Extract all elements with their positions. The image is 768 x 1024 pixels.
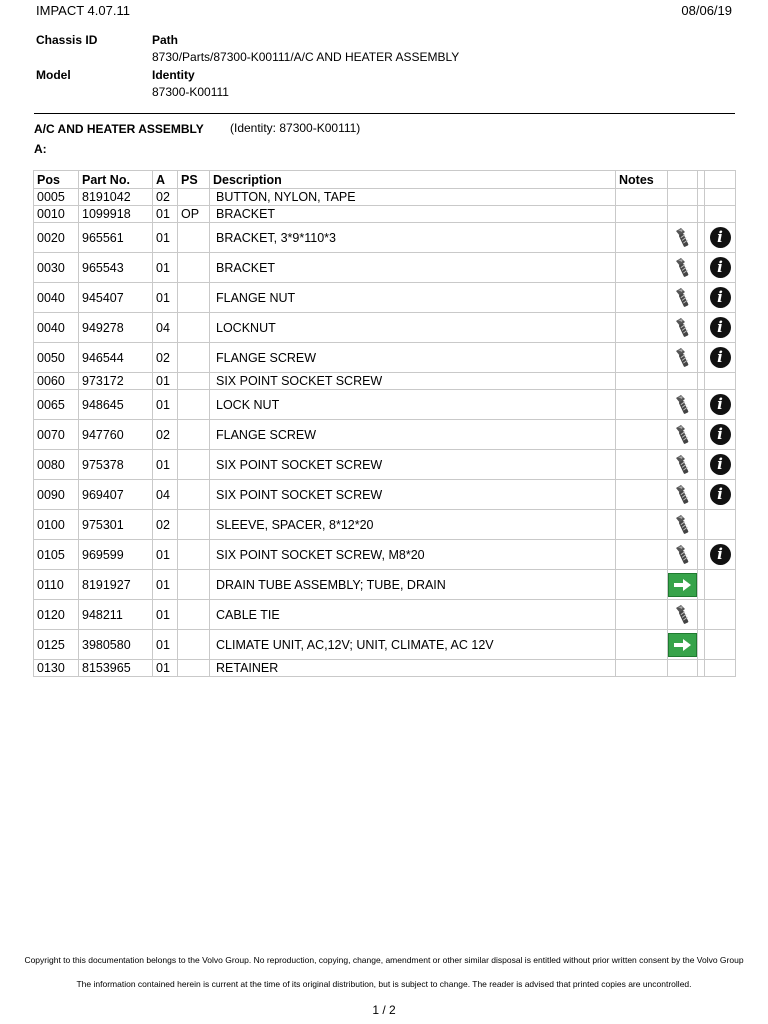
cell-pos: 0100 — [34, 510, 79, 540]
cell-spacer — [698, 450, 705, 480]
cell-icon-info — [705, 420, 736, 450]
cell-notes — [616, 480, 668, 510]
cell-description: LOCKNUT — [210, 313, 616, 343]
info-icon[interactable]: i — [710, 484, 731, 505]
cell-spacer — [698, 283, 705, 313]
screw-icon[interactable] — [671, 427, 695, 441]
cell-icon-primary — [668, 313, 698, 343]
cell-notes — [616, 660, 668, 677]
col-desc-header: Description — [210, 171, 616, 189]
table-row — [34, 373, 736, 390]
cell-icon-primary — [668, 390, 698, 420]
cell-pos: 0105 — [34, 540, 79, 570]
cell-icon-primary — [668, 206, 698, 223]
cell-notes — [616, 540, 668, 570]
table-row — [34, 223, 736, 253]
cell-a: 01 — [153, 283, 178, 313]
cell-a: 02 — [153, 189, 178, 206]
cell-pos: 0020 — [34, 223, 79, 253]
info-icon[interactable]: i — [710, 424, 731, 445]
cell-part-no: 965561 — [79, 223, 153, 253]
arrow-right-icon[interactable] — [668, 573, 697, 597]
cell-spacer — [698, 630, 705, 660]
identity-value: 87300-K00111 — [152, 85, 229, 99]
col-ps-header: PS — [178, 171, 210, 189]
cell-icon-info — [705, 206, 736, 223]
distribution-notice: The information contained herein is current at the time of its original distribution, but is subject to change. The reader is advised that printed copies are uncontrolled. — [76, 979, 692, 989]
cell-a: 02 — [153, 420, 178, 450]
cell-spacer — [698, 480, 705, 510]
screw-icon[interactable] — [671, 230, 695, 244]
cell-part-no: 949278 — [79, 313, 153, 343]
table-row — [34, 660, 736, 677]
cell-description: FLANGE SCREW — [210, 420, 616, 450]
cell-description: BRACKET — [210, 253, 616, 283]
cell-icon-primary — [668, 600, 698, 630]
cell-a: 01 — [153, 206, 178, 223]
cell-icon-info — [705, 390, 736, 420]
screw-icon[interactable] — [671, 457, 695, 471]
cell-icon-primary — [668, 510, 698, 540]
parts-table — [33, 170, 736, 677]
cell-part-no: 947760 — [79, 420, 153, 450]
info-icon[interactable]: i — [710, 394, 731, 415]
cell-icon-info — [705, 223, 736, 253]
cell-a: 01 — [153, 600, 178, 630]
cell-ps — [178, 343, 210, 373]
cell-icon-primary — [668, 343, 698, 373]
cell-ps — [178, 480, 210, 510]
header-divider — [34, 113, 735, 114]
cell-pos: 0065 — [34, 390, 79, 420]
cell-spacer — [698, 373, 705, 390]
screw-icon[interactable] — [671, 487, 695, 501]
table-row — [34, 600, 736, 630]
cell-part-no: 969599 — [79, 540, 153, 570]
cell-pos: 0070 — [34, 420, 79, 450]
cell-part-no: 1099918 — [79, 206, 153, 223]
table-row — [34, 570, 736, 600]
screw-icon[interactable] — [671, 320, 695, 334]
cell-part-no: 8191042 — [79, 189, 153, 206]
cell-spacer — [698, 253, 705, 283]
cell-part-no: 973172 — [79, 373, 153, 390]
cell-pos: 0010 — [34, 206, 79, 223]
cell-pos: 0040 — [34, 313, 79, 343]
cell-icon-info — [705, 343, 736, 373]
cell-ps — [178, 189, 210, 206]
cell-icon-primary — [668, 570, 698, 600]
print-date: 08/06/19 — [681, 3, 732, 18]
screw-icon[interactable] — [671, 260, 695, 274]
copyright-notice: Copyright to this documentation belongs to the Volvo Group. No reproduction, copying, change, amendment or other similar disposal is entitled without prior written consent by the Volvo Group — [24, 955, 744, 965]
cell-notes — [616, 600, 668, 630]
cell-pos: 0080 — [34, 450, 79, 480]
cell-icon-primary — [668, 660, 698, 677]
cell-notes — [616, 630, 668, 660]
cell-description: SIX POINT SOCKET SCREW, M8*20 — [210, 540, 616, 570]
cell-notes — [616, 206, 668, 223]
cell-icon-info — [705, 450, 736, 480]
cell-notes — [616, 283, 668, 313]
info-icon[interactable]: i — [710, 544, 731, 565]
table-row — [34, 510, 736, 540]
screw-icon[interactable] — [671, 517, 695, 531]
cell-description: CABLE TIE — [210, 600, 616, 630]
col-pos-header: Pos — [34, 171, 79, 189]
info-icon[interactable]: i — [710, 257, 731, 278]
cell-spacer — [698, 570, 705, 600]
cell-a: 04 — [153, 480, 178, 510]
cell-ps — [178, 600, 210, 630]
cell-description: FLANGE NUT — [210, 283, 616, 313]
cell-notes — [616, 313, 668, 343]
cell-icon-primary — [668, 630, 698, 660]
cell-notes — [616, 223, 668, 253]
cell-a: 01 — [153, 540, 178, 570]
app-version: IMPACT 4.07.11 — [36, 3, 130, 18]
cell-description: SIX POINT SOCKET SCREW — [210, 480, 616, 510]
cell-description: BRACKET, 3*9*110*3 — [210, 223, 616, 253]
cell-a: 01 — [153, 660, 178, 677]
cell-a: 01 — [153, 450, 178, 480]
cell-ps — [178, 283, 210, 313]
cell-ps — [178, 450, 210, 480]
screw-icon[interactable] — [671, 547, 695, 561]
cell-ps — [178, 570, 210, 600]
cell-icon-info — [705, 283, 736, 313]
table-row — [34, 313, 736, 343]
cell-part-no: 965543 — [79, 253, 153, 283]
cell-icon-info — [705, 600, 736, 630]
cell-spacer — [698, 313, 705, 343]
cell-a: 01 — [153, 630, 178, 660]
cell-spacer — [698, 600, 705, 630]
cell-icon-info — [705, 480, 736, 510]
cell-part-no: 945407 — [79, 283, 153, 313]
cell-notes — [616, 373, 668, 390]
section-a-label: A: — [34, 142, 47, 156]
cell-spacer — [698, 540, 705, 570]
cell-ps — [178, 630, 210, 660]
cell-part-no: 946544 — [79, 343, 153, 373]
cell-notes — [616, 189, 668, 206]
cell-pos: 0050 — [34, 343, 79, 373]
cell-pos: 0005 — [34, 189, 79, 206]
cell-icon-info — [705, 660, 736, 677]
section-title: A/C AND HEATER ASSEMBLY — [34, 122, 204, 136]
table-header-row — [34, 171, 736, 189]
cell-pos: 0125 — [34, 630, 79, 660]
col-a-header: A — [153, 171, 178, 189]
cell-notes — [616, 450, 668, 480]
cell-spacer — [698, 189, 705, 206]
chassis-id-label: Chassis ID — [36, 33, 98, 47]
cell-notes — [616, 570, 668, 600]
cell-icon-primary — [668, 283, 698, 313]
table-row — [34, 253, 736, 283]
cell-part-no: 948645 — [79, 390, 153, 420]
cell-spacer — [698, 510, 705, 540]
table-row — [34, 189, 736, 206]
cell-ps — [178, 660, 210, 677]
cell-pos: 0130 — [34, 660, 79, 677]
col-notes-header: Notes — [616, 171, 668, 189]
cell-pos: 0030 — [34, 253, 79, 283]
table-row — [34, 206, 736, 223]
cell-a: 01 — [153, 373, 178, 390]
cell-description: DRAIN TUBE ASSEMBLY; TUBE, DRAIN — [210, 570, 616, 600]
cell-icon-primary — [668, 373, 698, 390]
cell-description: FLANGE SCREW — [210, 343, 616, 373]
info-icon[interactable]: i — [710, 227, 731, 248]
cell-icon-info — [705, 570, 736, 600]
cell-notes — [616, 390, 668, 420]
cell-pos: 0120 — [34, 600, 79, 630]
page-number: 1 / 2 — [372, 1003, 396, 1017]
cell-pos: 0060 — [34, 373, 79, 390]
cell-ps — [178, 223, 210, 253]
cell-spacer — [698, 660, 705, 677]
cell-ps — [178, 510, 210, 540]
cell-a: 01 — [153, 390, 178, 420]
cell-icon-info — [705, 373, 736, 390]
cell-ps — [178, 390, 210, 420]
cell-spacer — [698, 206, 705, 223]
col-spacer-header — [698, 171, 705, 189]
screw-icon[interactable] — [671, 607, 695, 621]
model-label: Model — [36, 68, 71, 82]
cell-description: SLEEVE, SPACER, 8*12*20 — [210, 510, 616, 540]
cell-notes — [616, 253, 668, 283]
cell-notes — [616, 510, 668, 540]
cell-a: 01 — [153, 253, 178, 283]
info-icon[interactable]: i — [710, 317, 731, 338]
cell-description: BRACKET — [210, 206, 616, 223]
cell-part-no: 975378 — [79, 450, 153, 480]
path-value: 8730/Parts/87300-K00111/A/C AND HEATER ASSEMBLY — [152, 50, 460, 64]
cell-a: 04 — [153, 313, 178, 343]
table-row — [34, 283, 736, 313]
cell-spacer — [698, 223, 705, 253]
cell-part-no: 3980580 — [79, 630, 153, 660]
table-row — [34, 450, 736, 480]
cell-part-no: 8153965 — [79, 660, 153, 677]
cell-description: SIX POINT SOCKET SCREW — [210, 373, 616, 390]
cell-icon-primary — [668, 253, 698, 283]
table-row — [34, 480, 736, 510]
cell-ps: OP — [178, 206, 210, 223]
info-icon[interactable]: i — [710, 347, 731, 368]
cell-description: CLIMATE UNIT, AC,12V; UNIT, CLIMATE, AC 12V — [210, 630, 616, 660]
cell-part-no: 969407 — [79, 480, 153, 510]
table-row — [34, 420, 736, 450]
cell-pos: 0110 — [34, 570, 79, 600]
cell-description: RETAINER — [210, 660, 616, 677]
col-part-header: Part No. — [79, 171, 153, 189]
screw-icon[interactable] — [671, 290, 695, 304]
screw-icon[interactable] — [671, 397, 695, 411]
cell-part-no: 948211 — [79, 600, 153, 630]
cell-icon-primary — [668, 540, 698, 570]
cell-icon-info — [705, 253, 736, 283]
cell-a: 01 — [153, 570, 178, 600]
cell-a: 02 — [153, 510, 178, 540]
cell-pos: 0040 — [34, 283, 79, 313]
info-icon[interactable]: i — [710, 454, 731, 475]
cell-part-no: 975301 — [79, 510, 153, 540]
cell-spacer — [698, 343, 705, 373]
cell-icon-info — [705, 630, 736, 660]
cell-ps — [178, 373, 210, 390]
col-icon1-header — [668, 171, 698, 189]
cell-icon-primary — [668, 480, 698, 510]
cell-notes — [616, 343, 668, 373]
cell-icon-info — [705, 189, 736, 206]
path-label: Path — [152, 33, 179, 47]
table-row — [34, 343, 736, 373]
table-row — [34, 390, 736, 420]
cell-a: 01 — [153, 223, 178, 253]
cell-ps — [178, 313, 210, 343]
cell-spacer — [698, 420, 705, 450]
screw-icon[interactable] — [671, 350, 695, 364]
cell-icon-info — [705, 540, 736, 570]
cell-icon-primary — [668, 189, 698, 206]
cell-icon-primary — [668, 450, 698, 480]
table-row — [34, 540, 736, 570]
cell-notes — [616, 420, 668, 450]
section-identity: (Identity: 87300-K00111) — [230, 121, 361, 135]
cell-a: 02 — [153, 343, 178, 373]
cell-ps — [178, 540, 210, 570]
cell-description: SIX POINT SOCKET SCREW — [210, 450, 616, 480]
table-row — [34, 630, 736, 660]
cell-spacer — [698, 390, 705, 420]
cell-part-no: 8191927 — [79, 570, 153, 600]
identity-label: Identity — [152, 68, 195, 82]
cell-icon-primary — [668, 223, 698, 253]
col-icon2-header — [705, 171, 736, 189]
cell-pos: 0090 — [34, 480, 79, 510]
arrow-right-icon[interactable] — [668, 633, 697, 657]
cell-ps — [178, 420, 210, 450]
cell-icon-info — [705, 510, 736, 540]
cell-description: BUTTON, NYLON, TAPE — [210, 189, 616, 206]
cell-description: LOCK NUT — [210, 390, 616, 420]
cell-icon-info — [705, 313, 736, 343]
cell-icon-primary — [668, 420, 698, 450]
info-icon[interactable]: i — [710, 287, 731, 308]
cell-ps — [178, 253, 210, 283]
